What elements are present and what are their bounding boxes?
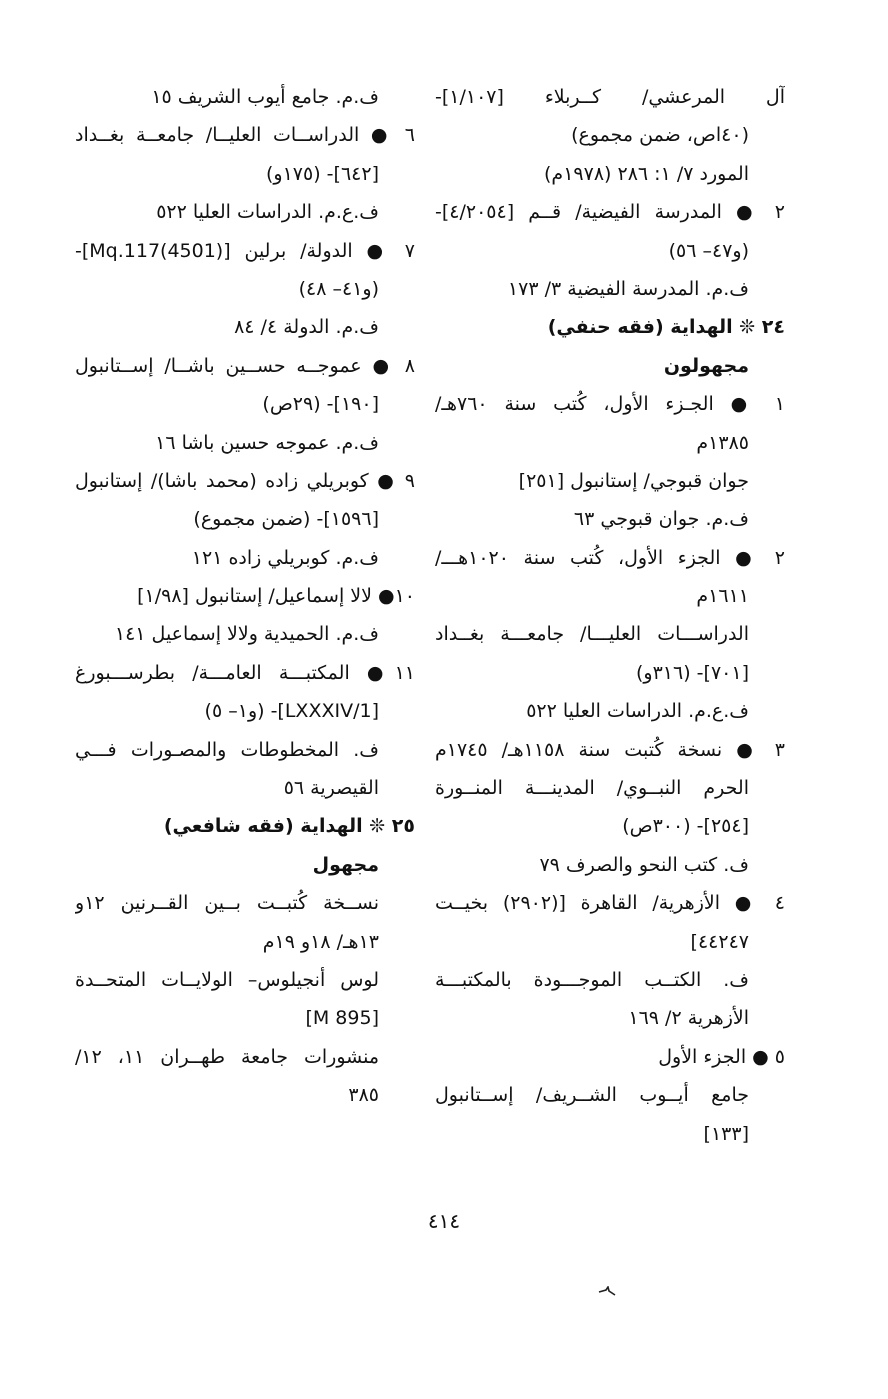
- right-column-line: ف.ع.م. الدراسات العليا ٥٢٢: [526, 700, 749, 723]
- left-column-line: ٨ ● عموجــه حســين باشــا/ إســتانبول: [75, 354, 415, 377]
- left-column-line: منشورات جامعة طهــران ١١، ١٢/: [75, 1045, 380, 1068]
- right-column-line: ٣ ● نسخة كُتبت سنة ١١٥٨هـ/ ١٧٤٥م: [435, 738, 785, 761]
- left-column-line: ف.م. عموجه حسين باشا ١٦: [155, 431, 379, 454]
- left-column-line: (و٤١– ٤٨): [298, 277, 379, 300]
- right-column-line: ١٣٨٥م: [696, 431, 749, 454]
- right-column-line: المورد ٧/ ١: ٢٨٦ (١٩٧٨م): [544, 162, 749, 185]
- right-column: [435, 78, 785, 1153]
- left-column-line: ف. المخطوطات والمصـورات فـــي: [75, 738, 379, 761]
- left-column-line: ٧ ● الدولة/ برلين [Mq.117(4501)]-: [75, 239, 415, 262]
- right-column-line: [٢٥٤]- (٣٠٠ص): [622, 815, 749, 838]
- left-column: [75, 78, 415, 1115]
- left-column-line: ٩ ● كوبريلي زاده (محمد باشا)/ إستانبول: [75, 469, 415, 492]
- left-column-line: ١١● المكتبـــة العامـــة/ بطرســـبورغ: [75, 661, 415, 684]
- right-column-line: [١٣٣]: [703, 1122, 749, 1145]
- right-column-line: ٥ ● الجزء الأول: [658, 1045, 785, 1068]
- left-column-line: لوس أنجيلوس– الولايــات المتحــدة: [75, 968, 379, 991]
- right-column-line: جوان قبوجي/ إستانبول [٢٥١]: [518, 469, 749, 492]
- right-column-line: ف. كتب النحو والصرف ٧٩: [539, 853, 749, 876]
- right-column-line: الأزهرية ٢/ ١٦٩: [628, 1007, 749, 1030]
- left-column-line: ف.ع.م. الدراسات العليا ٥٢٢: [156, 201, 379, 224]
- right-column-line: (و٤٧– ٥٦): [668, 239, 749, 262]
- right-column-line: ٢ ● الجزء الأول، كُتب سنة ١٠٢٠هـــ/: [435, 546, 785, 569]
- right-column-line: ١ ● الجـزء الأول، كُتب سنة ٧٦٠هـ/: [435, 393, 785, 416]
- left-column-line: ف.م. الحميدية ولالا إسماعيل ١٤١: [114, 623, 379, 646]
- right-column-line: ٤٤٢٤٧]: [690, 930, 749, 953]
- left-column-line: مجهول: [312, 853, 379, 876]
- right-column-line: ف.م. جوان قبوجي ٦٣: [573, 508, 749, 531]
- ink-mark-icon: [598, 1286, 616, 1298]
- left-column-line: ٢٥ ❊ الهداية (فقه شافعي): [163, 815, 415, 838]
- left-column-line: [LXXXIV/1]- (و١– ٥): [204, 700, 379, 723]
- left-column-line: ف.م. كوبريلي زاده ١٢١: [191, 546, 379, 569]
- right-column-line: الحرم النبــوي/ المدينـــة المنــورة: [435, 777, 749, 800]
- right-column-line: ١٦١١م: [696, 585, 749, 608]
- page-number: ٤١٤: [427, 1209, 461, 1233]
- left-column-line: نســخة كُتبــت بــين القــرنين ١٢و: [75, 892, 379, 915]
- right-column-line: آل المرعشي/ كــربلاء [١/١٠٧]-: [435, 86, 785, 108]
- right-column-line: ٢ ● المدرسة الفيضية/ قــم [٤/٢٠٥٤]-: [435, 201, 785, 224]
- right-column-line: جامع أيــوب الشــريف/ إســتانبول: [435, 1084, 749, 1107]
- left-column-line: ١٠● لالا إسماعيل/ إستانبول [١/٩٨]: [137, 585, 415, 608]
- left-column-line: ١٣هـ/ ١٨و ١٩م: [262, 930, 379, 953]
- left-column-line: القيصرية ٥٦: [283, 777, 379, 800]
- book-page: [0, 78, 888, 1278]
- left-column-line: [١٥٩٦]- (ضمن مجموع): [193, 508, 379, 531]
- right-column-line: ف. الكتــب الموجـــودة بالمكتبـــة: [435, 968, 749, 991]
- left-column-line: ٦ ● الدراســات العليــا/ جامعــة بغــداد: [75, 124, 415, 147]
- left-column-line: [٦٤٢]- (١٧٥و): [266, 162, 379, 185]
- right-column-line: ف.م. المدرسة الفيضية ٣/ ١٧٣: [507, 277, 749, 300]
- right-column-line: ٢٤ ❊ الهداية (فقه حنفي): [547, 316, 785, 339]
- right-column-line: [٧٠١]- (٣١٦و): [636, 661, 749, 684]
- left-column-line: [١٩٠]- (٢٩ص): [262, 393, 379, 416]
- right-column-line: ٤ ● الأزهرية/ القاهرة [(٢٩٠٢) بخيــت: [435, 892, 785, 915]
- left-column-line: ف.م. جامع أيوب الشريف ١٥: [151, 86, 379, 108]
- left-column-line: ٣٨٥: [348, 1084, 379, 1107]
- right-column-line: مجهولون: [663, 354, 749, 377]
- left-column-line: [M 895]: [305, 1007, 379, 1030]
- right-column-line: (٤٠اص، ضمن مجموع): [571, 124, 749, 147]
- left-column-line: ف.م. الدولة ٤/ ٨٤: [234, 316, 379, 339]
- right-column-line: الدراســـات العليـــا/ جامعـــة بغــداد: [435, 623, 749, 646]
